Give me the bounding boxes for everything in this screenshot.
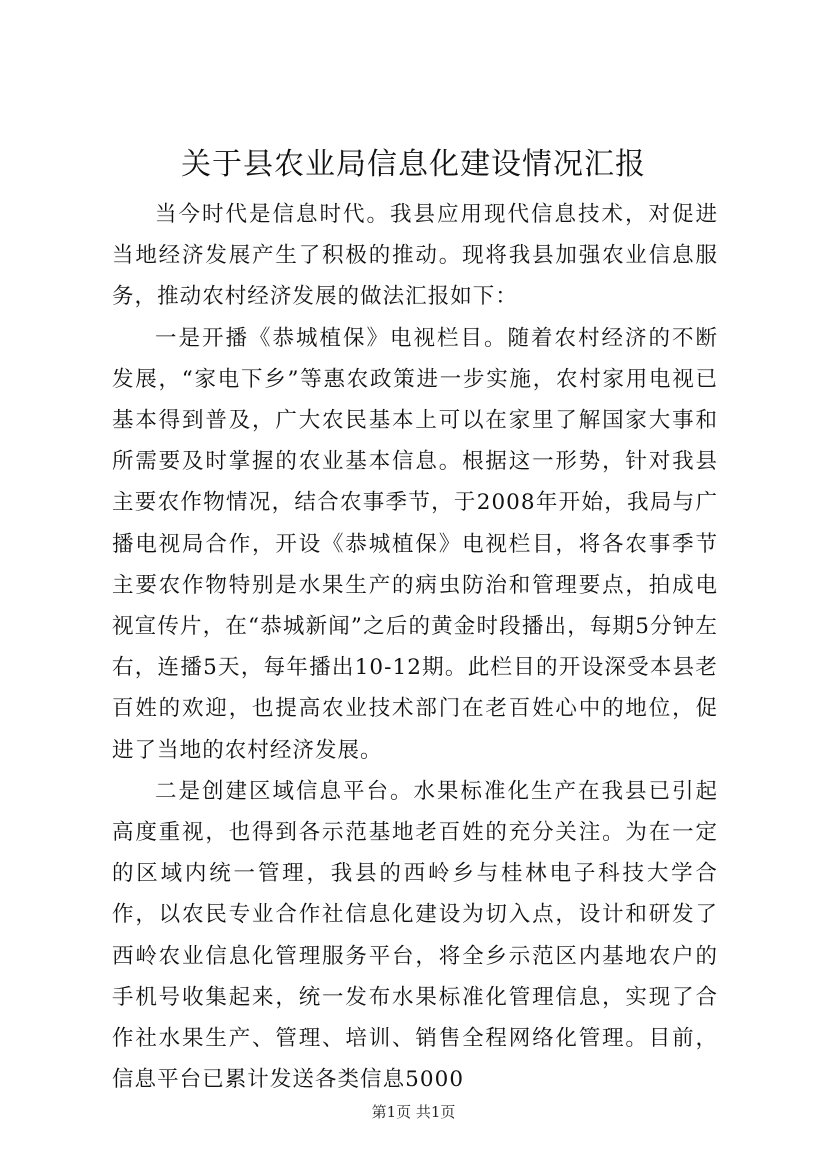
paragraph-info-platform: 二是创建区域信息平台。水果标准化生产在我县已引起高度重视，也得到各示范基地老百姓的充分关注。为在一定的区域内统一管理，我县的西岭乡与桂林电子科技大学合作，以农民专业合作社信息化建设为切入点，设计和研发了西岭农业信息化管理服务平台，将全乡示范区内基地农户的手机号收集起来，统一发布水果标准化管理信息，实现了合作社水果生产、管理、培训、销售全程网络化管理。目前，信息平台已累计发送各类信息5000 <box>112 778 718 1093</box>
page-footer: 第1页 共1页 <box>371 1103 456 1121</box>
document-title: 关于县农业局信息化建设情况汇报 <box>181 147 646 182</box>
document-body <box>112 194 718 1100</box>
paragraph-intro: 当今时代是信息时代。我县应用现代信息技术，对促进当地经济发展产生了积极的推动。现将我县加强农业信息服务，推动农村经济发展的做法汇报如下： <box>112 202 718 310</box>
paragraph-tv-program: 一是开播《恭城植保》电视栏目。随着农村经济的不断发展，“家电下乡”等惠农政策进一步实施，农村家用电视已基本得到普及，广大农民基本上可以在家里了解国家大事和所需要及时掌握的农业基本信息。根据这一形势，针对我县主要农作物情况，结合农事季节，于2008年开始，我局与广播电视局合作，开设《恭城植保》电视栏目，将各农事季节主要农作物特别是水果生产的病虫防治和管理要点，拍成电视宣传片，在“恭城新闻”之后的黄金时段播出，每期5分钟左右，连播5天，每年播出10-12期。此栏目的开设深受本县老百姓的欢迎，也提高农业技术部门在老百姓心中的地位，促进了当地的农村经济发展。 <box>112 325 718 763</box>
